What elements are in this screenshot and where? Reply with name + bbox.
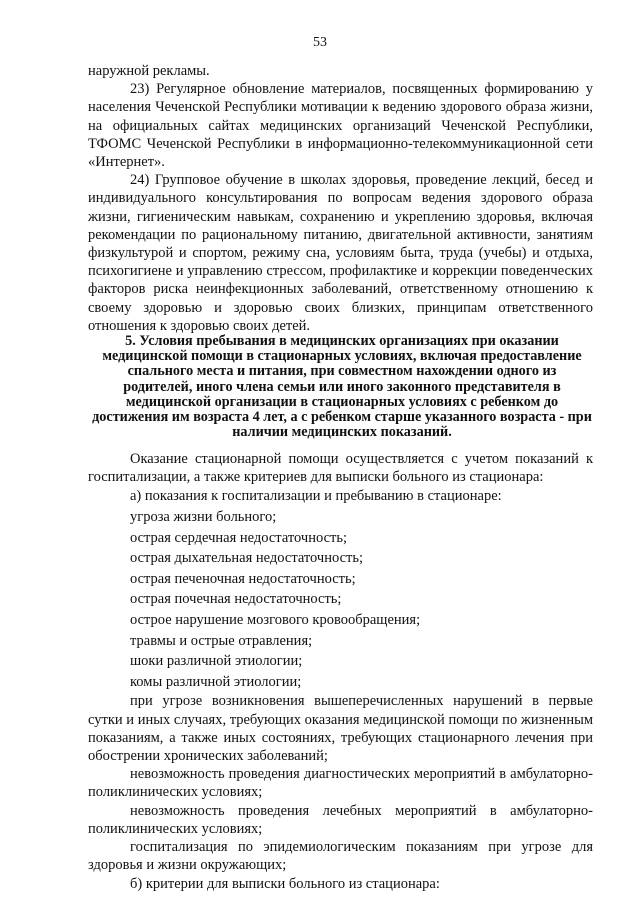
- list-item: острая сердечная недостаточность;: [130, 529, 347, 546]
- paragraph-threat: при угрозе возникновения вышеперечисленных нарушений в первые сутки и иных случаях, требующих оказания медицинской помощи по жизненным показаниям, а также иных состояниях, требующих стационарного лечения при обострении хронических заболеваний;: [88, 693, 593, 764]
- main-text-block: [88, 450, 593, 895]
- page-number: 53: [313, 35, 327, 50]
- paragraph-diagnostics: невозможность проведения диагностических мероприятий в амбулаторно-поликлинических условиях;: [88, 766, 593, 801]
- paragraph-treatment: невозможность проведения лечебных мероприятий в амбулаторно-поликлинических условиях;: [88, 802, 593, 837]
- top-text-block: [88, 62, 593, 335]
- paragraph-item-24: 24) Групповое обучение в школах здоровья, проведение лекций, бесед и индивидуального консультирования по вопросам ведения здорового образа жизни, гигиеническим навыкам, сохранению и укреплению здоровья, включая рекомендации по рациональному питанию, двигательной активности, занятиям физкультурой и спортом, режиму сна, условиям быта, труда (учебы) и отдыха, психогигиене и управлению стрессом, профилактике и коррекции поведенческих факторов риска неинфекционных заболеваний, ответственному отношению к своему здоровью и здоровью своих близких, принципам ответственного отношения к здоровью своих детей.: [88, 172, 593, 334]
- list-b-title: б) критерии для выписки больного из стационара:: [130, 876, 440, 893]
- section-heading: 5. Условия пребывания в медицинских организациях при оказании медицинской помощи в стационарных условиях, включая предоставление спального места и питания, при совместном нахождении одного из родителей, иного члена семьи или иного законного представителя в медицинской организации в стационарных условиях с ребенком до достижения им возраста 4 лет, а с ребенком старше указанного возраста - при наличии медицинских показаний.: [92, 333, 592, 441]
- list-item: комы различной этиологии;: [130, 673, 302, 690]
- intro-paragraph: Оказание стационарной помощи осуществляется с учетом показаний к госпитализации, а также критериев для выписки больного из стационара:: [88, 451, 593, 486]
- list-item: шоки различной этиологии;: [130, 653, 303, 670]
- list-item: острая дыхательная недостаточность;: [130, 550, 363, 567]
- list-a-title: а) показания к госпитализации и пребыванию в стационаре:: [130, 488, 502, 505]
- list-item: травмы и острые отравления;: [130, 632, 313, 649]
- paragraph-item-23: 23) Регулярное обновление материалов, посвященных формированию у населения Чеченской Республики мотивации к ведению здорового образа жизни, на официальных сайтах медицинских организаций Чеченской Республики, ТФОМС Чеченской Республики в информационно-телекоммуникационной сети «Интернет».: [88, 81, 593, 171]
- list-item: острое нарушение мозгового кровообращения;: [130, 611, 421, 628]
- paragraph-continuation: наружной рекламы.: [88, 63, 210, 79]
- list-item: угроза жизни больного;: [130, 509, 277, 525]
- paragraph-epidemiology: госпитализация по эпидемиологическим показаниям при угрозе для здоровья и жизни окружающих;: [88, 838, 593, 874]
- list-item: острая печеночная недостаточность;: [130, 570, 356, 587]
- list-item: острая почечная недостаточность;: [130, 591, 342, 608]
